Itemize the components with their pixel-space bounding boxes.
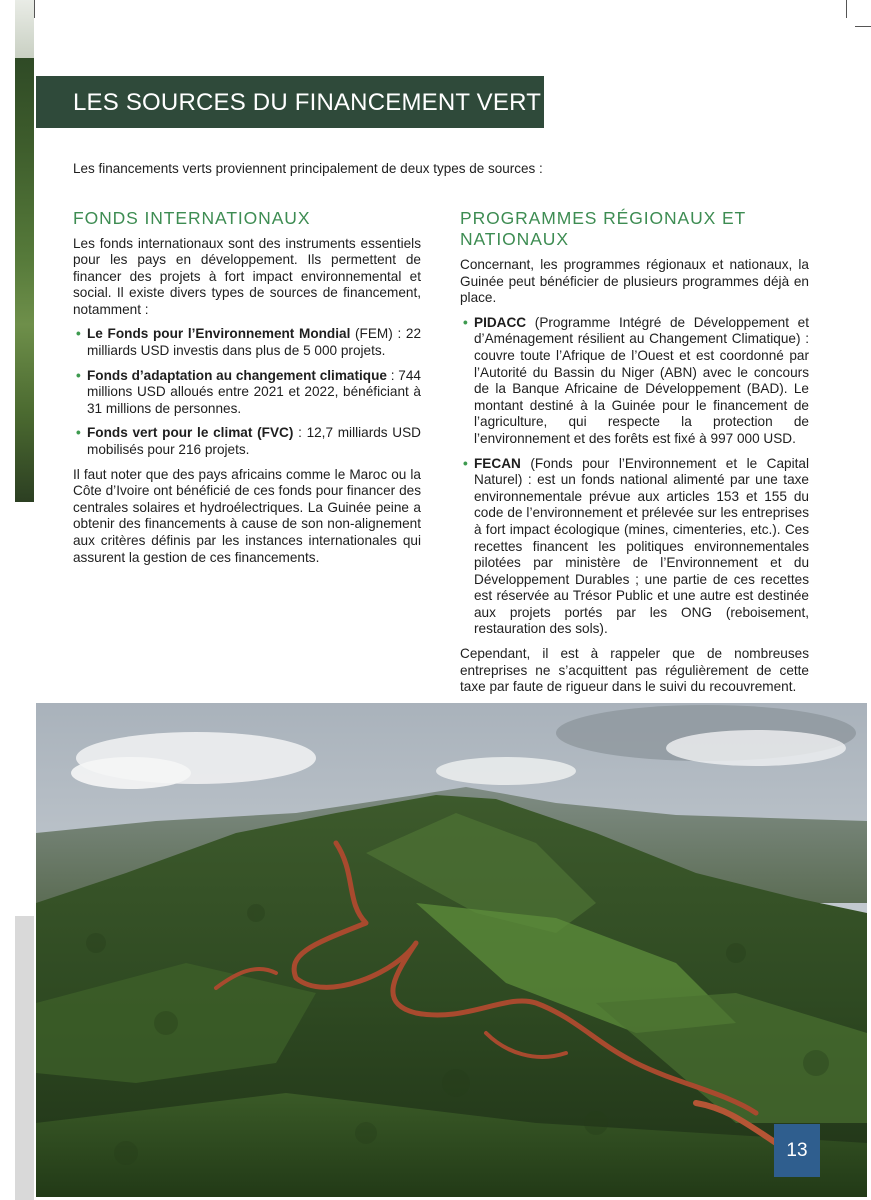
left-list	[73, 326, 421, 458]
bullet-icon: •	[76, 367, 81, 383]
right-list	[460, 315, 809, 638]
left-paragraph: Les fonds internationaux sont des instruments essentiels pour les pays en développement. Ils permettent de financer des projets à fort impact environnemental et social. Il existe divers types de sources de financement, notamment :	[73, 235, 421, 317]
list-item	[460, 456, 809, 639]
right-paragraph: Concernant, les programmes régionaux et nationaux, la Guinée peut bénéficier de plusieurs programmes déjà en place.	[460, 257, 809, 306]
bullet-icon: •	[463, 314, 468, 330]
list-item	[73, 425, 421, 458]
right-column	[460, 208, 809, 704]
list-item-text: : 12,7 milliards USD mobilisés pour 216 projets.	[87, 425, 421, 458]
list-item-bold: FECAN	[474, 455, 521, 471]
left-edge-forest-strip	[15, 58, 34, 502]
page-number-badge: 13	[774, 1124, 820, 1177]
list-item-text: : 744 millions USD alloués entre 2021 et 2022, bénéficiant à 31 millions de personnes.	[87, 367, 421, 416]
bullet-icon: •	[76, 425, 81, 441]
aerial-forest-photo	[36, 703, 867, 1197]
list-item	[73, 326, 421, 359]
page-title: LES SOURCES DU FINANCEMENT VERT	[73, 89, 542, 116]
list-item-bold: Fonds vert pour le climat (FVC)	[87, 425, 294, 441]
left-edge-gray-strip	[15, 916, 34, 1200]
left-edge-sky-strip	[15, 0, 34, 58]
left-heading: FONDS INTERNATIONAUX	[73, 208, 311, 228]
crop-mark-right-h	[855, 26, 871, 27]
list-item-bold: Le Fonds pour l’Environnement Mondial	[87, 326, 351, 342]
list-item-text: (Programme Intégré de Développement et d’Aménagement résilient au Changement Climatique) : couvre toute l’Afrique de l’Ouest et est coordonné par l’Autorité du Bassin du Niger (ABN) avec le concours de la Banque Africaine de Développement (BAD). Le montant destiné à la Guinée pour le financement de l’agriculture, qui respecte la protection de l’environnement et des forêts est fixé à 997 000 USD.	[474, 314, 809, 446]
title-banner	[36, 76, 544, 128]
left-column	[73, 208, 421, 574]
list-item	[460, 315, 809, 448]
list-item	[73, 368, 421, 418]
bullet-icon: •	[463, 455, 468, 471]
list-item-text: (Fonds pour l’Environnement et le Capital Naturel) : est un fonds national alimenté par une taxe environnementale prévue aux articles 153 et 155 du code de l’environnement et prélevée sur les entreprises à fort impact écologique (mines, cimenteries, etc.). Ces recettes financent les politiques environnementales pilotées par ministère de l’Environnement et du Développement Durables ; une partie de ces recettes est réservée au Trésor Public et une autre est destinée aux projets portés par les ONG (reboisement, restauration des sols).	[474, 455, 809, 637]
crop-mark-top-left	[34, 0, 35, 18]
bullet-icon: •	[76, 326, 81, 342]
right-closing: Cependant, il est à rappeler que de nombreuses entreprises ne s’acquittent pas régulièrement de cette taxe par faute de rigueur dans le suivi du recouvrement.	[460, 646, 809, 695]
intro-text: Les financements verts proviennent principalement de deux types de sources :	[73, 161, 543, 176]
right-heading: PROGRAMMES RÉGIONAUX ET NATIONAUX	[460, 208, 746, 249]
crop-mark-top-right	[846, 0, 847, 18]
list-item-bold: Fonds d’adaptation au changement climatique	[87, 367, 387, 383]
list-item-text: (FEM) : 22 milliards USD investis dans plus de 5 000 projets.	[87, 326, 421, 359]
left-closing: Il faut noter que des pays africains comme le Maroc ou la Côte d’Ivoire ont bénéficié de ces fonds pour financer des centrales solaires et hydroélectriques. La Guinée peine a obtenir des financements à cause de son non-alignement aux critères définis par les instances internationales qui assurent la gestion de ces financements.	[73, 466, 421, 565]
list-item-bold: PIDACC	[474, 314, 527, 330]
